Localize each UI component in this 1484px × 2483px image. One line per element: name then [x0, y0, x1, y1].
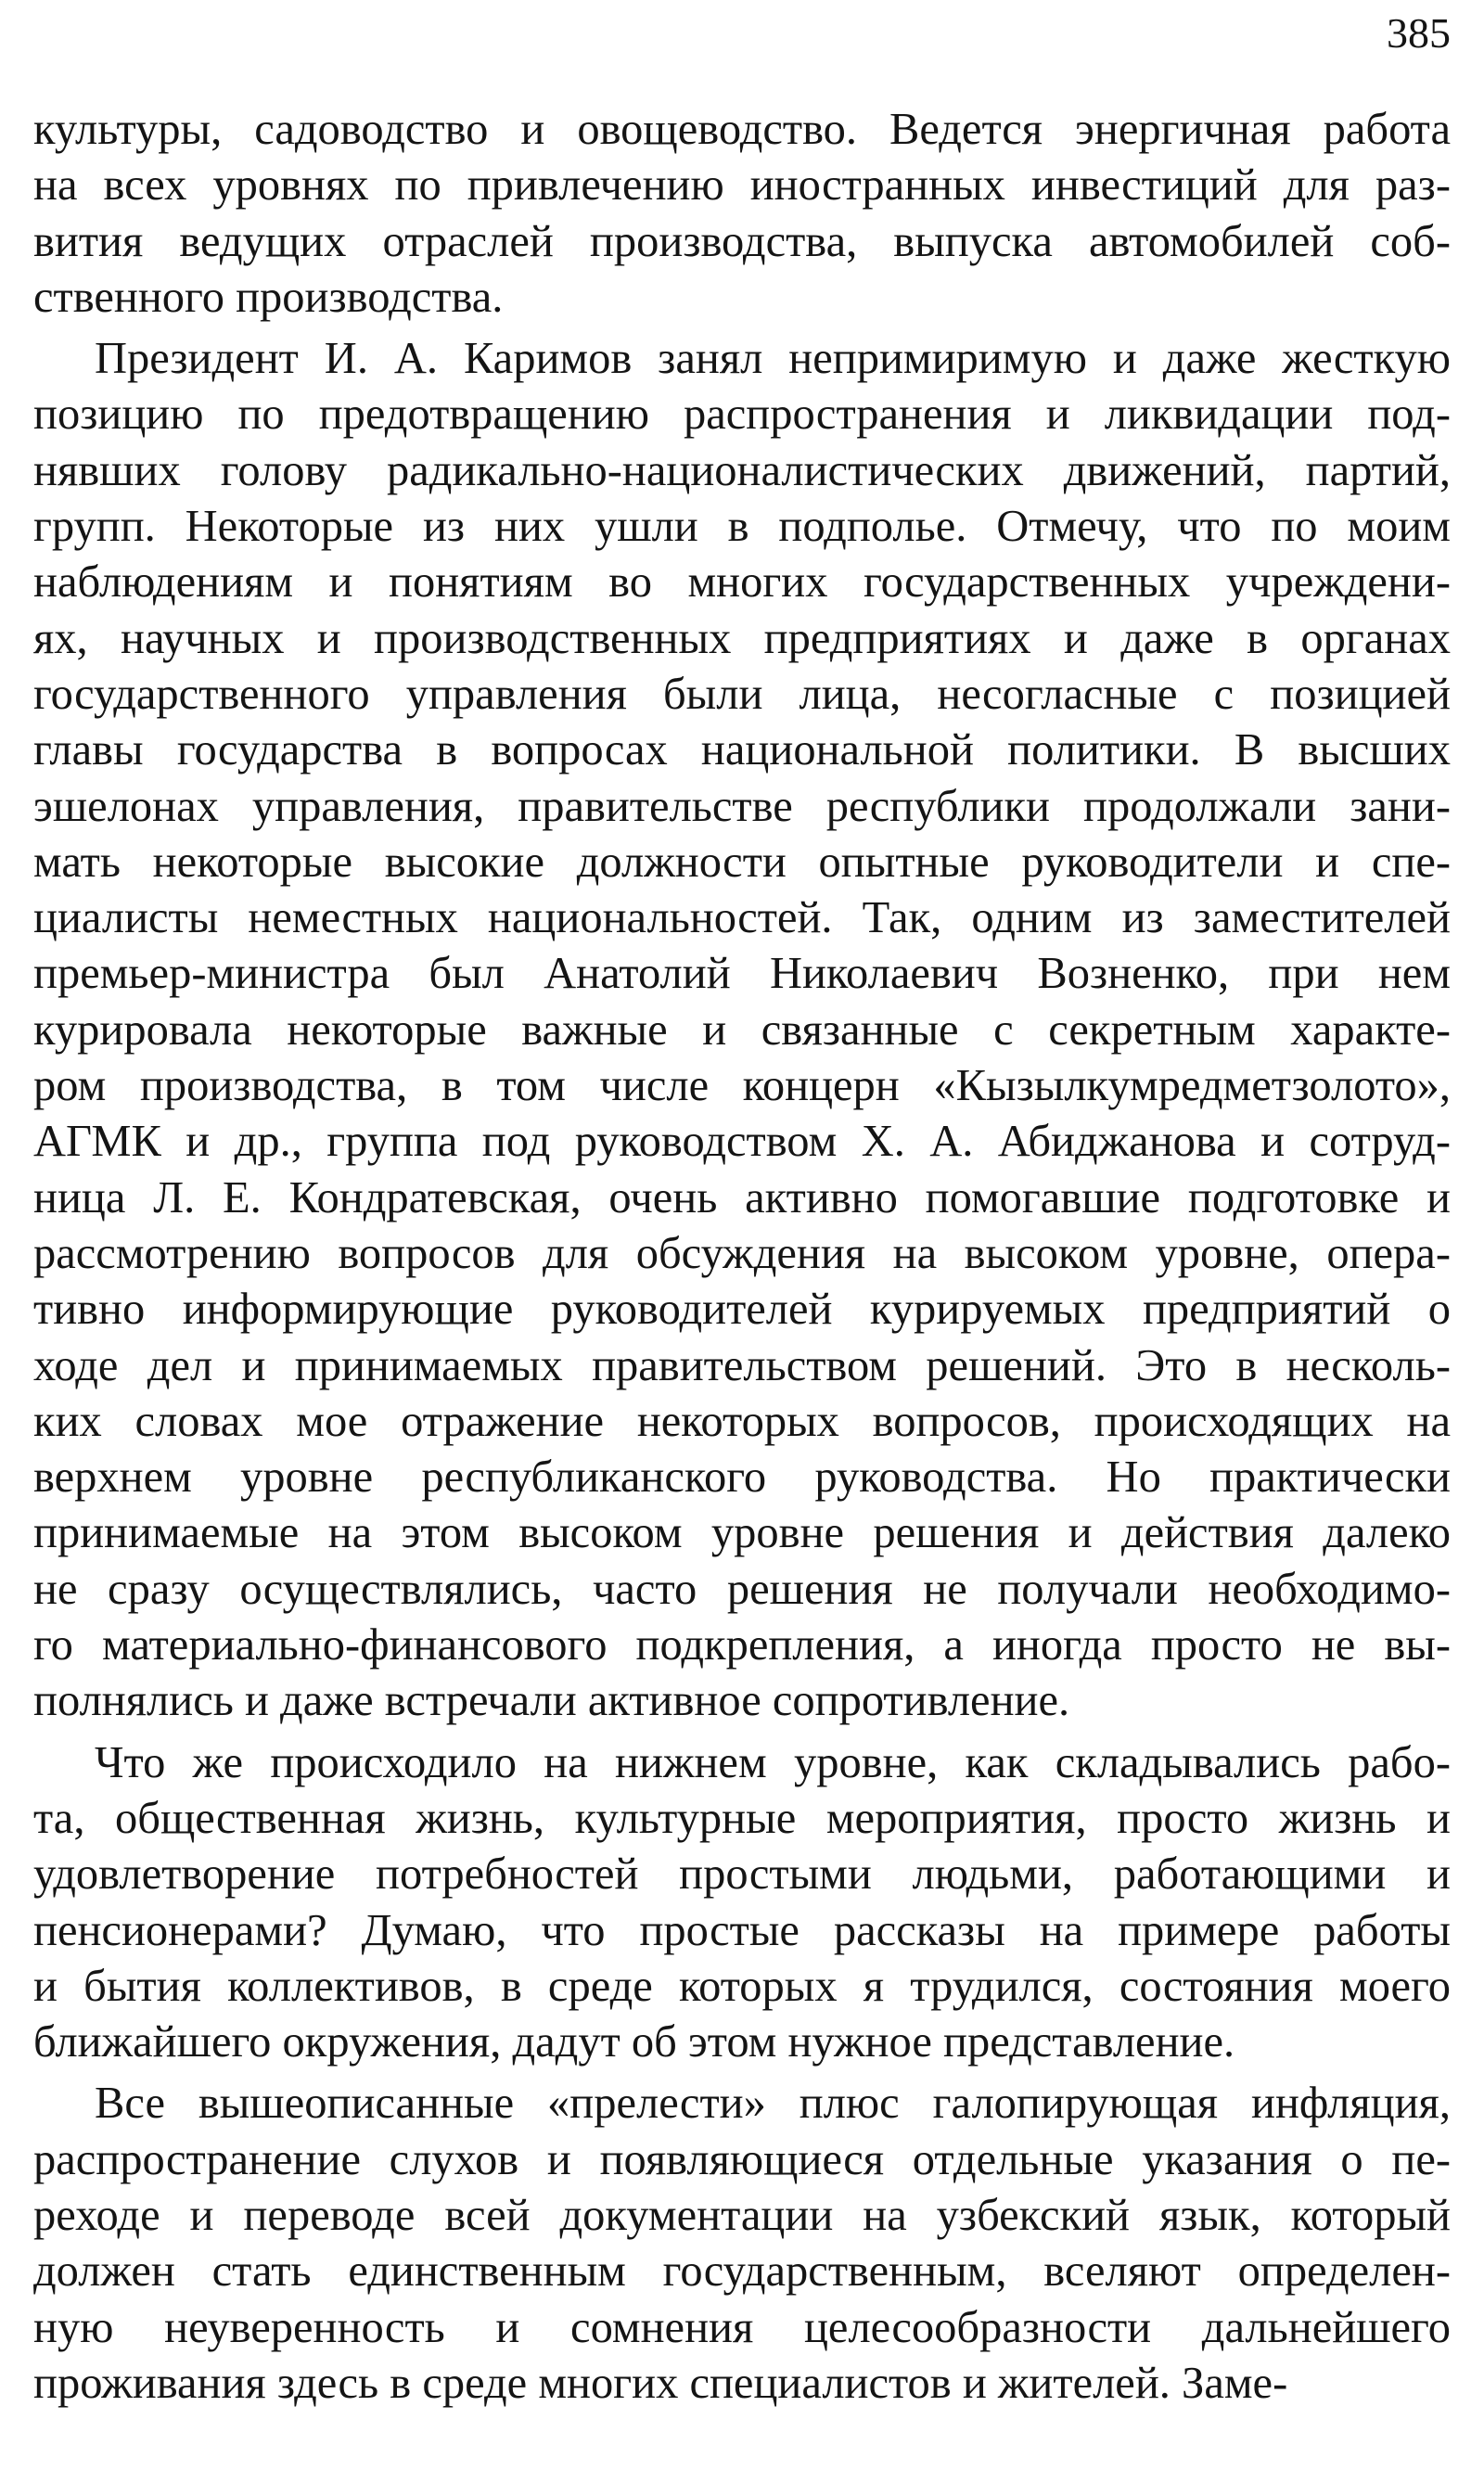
text-line: верхнем уровне республиканского руководства. Но практически	[33, 1453, 1451, 1503]
text-line: пенсионерами? Думаю, что простые рассказы на примере работы	[33, 1905, 1451, 1955]
paragraph	[33, 331, 1451, 1729]
text-line: премьер-министра был Анатолий Николаевич Возненко, при нем	[33, 949, 1451, 999]
text-line: АГМК и др., группа под руководством Х. А. Абиджанова и сотруд-	[33, 1117, 1451, 1167]
text-line: Что же происходило на нижнем уровне, как складывались рабо-	[95, 1737, 1451, 1787]
text-line: тивно информирующие руководителей курируемых предприятий о	[33, 1285, 1451, 1335]
page-number: 385	[1387, 9, 1451, 57]
text-line: та, общественная жизнь, культурные мероприятия, просто жизнь и	[33, 1793, 1451, 1843]
text-line: циалисты неместных национальностей. Так, одним из заместителей	[33, 893, 1451, 943]
text-line: и бытия коллективов, в среде которых я трудился, состояния моего	[33, 1961, 1451, 2011]
text-line: должен стать единственным государственным, вселяют определен-	[33, 2246, 1451, 2297]
paragraph	[33, 1735, 1451, 2071]
text-line: распространение слухов и появляющиеся отдельные указания о пе-	[33, 2134, 1451, 2184]
text-line: проживания здесь в среде многих специалистов и жителей. Заме-	[33, 2358, 1288, 2408]
text-line: ях, научных и производственных предприятиях и даже в органах	[33, 613, 1451, 663]
text-line: го материально-финансового подкрепления, а иногда просто не вы-	[33, 1620, 1451, 1670]
text-line: реходе и переводе всей документации на узбекский язык, который	[33, 2190, 1451, 2240]
text-line: государственного управления были лица, несогласные с позицией	[33, 669, 1451, 719]
text-line: Президент И. А. Каримов занял непримиримую и даже жесткую	[95, 334, 1451, 384]
text-line: рассмотрению вопросов для обсуждения на высоком уровне, опера-	[33, 1228, 1451, 1278]
text-line: мать некоторые высокие должности опытные руководители и спе-	[33, 837, 1451, 887]
text-line: вития ведущих отраслей производства, выпуска автомобилей соб-	[33, 216, 1451, 266]
text-line: ром производства, в том числе концерн «Кызылкумредметзолото»,	[33, 1061, 1451, 1111]
text-line: на всех уровнях по привлечению иностранных инвестиций для раз-	[33, 160, 1451, 211]
text-line: удовлетворение потребностей простыми людьми, работающими и	[33, 1849, 1451, 1900]
text-line: позицию по предотвращению распространения и ликвидации под-	[33, 390, 1451, 440]
text-line: ких словах мое отражение некоторых вопросов, происходящих на	[33, 1396, 1451, 1446]
paragraph	[33, 102, 1451, 326]
text-line: полнялись и даже встречали активное сопротивление.	[33, 1676, 1070, 1726]
text-line: Все вышеописанные «прелести» плюс галопирующая инфляция,	[95, 2079, 1451, 2129]
paragraph	[33, 2076, 1451, 2412]
text-line: ближайшего окружения, дадут об этом нужное представление.	[33, 2017, 1235, 2067]
text-line: главы государства в вопросах национальной политики. В высших	[33, 725, 1451, 775]
text-line: культуры, садоводство и овощеводство. Ведется энергичная работа	[33, 105, 1451, 154]
text-line: не сразу осуществлялись, часто решения не получали необходимо-	[33, 1564, 1451, 1614]
text-line: ственного производства.	[33, 272, 504, 322]
text-line: ходе дел и принимаемых правительством решений. Это в несколь-	[33, 1340, 1451, 1390]
text-line: курировала некоторые важные и связанные с секретным характе-	[33, 1005, 1451, 1055]
text-line: нявших голову радикально-националистических движений, партий,	[33, 445, 1451, 495]
text-line: наблюдениям и понятиям во многих государственных учреждени-	[33, 557, 1451, 608]
text-line: ница Л. Е. Кондратевская, очень активно помогавшие подготовке и	[33, 1172, 1451, 1222]
text-line: групп. Некоторые из них ушли в подполье. Отмечу, что по моим	[33, 502, 1451, 552]
body-text	[33, 102, 1451, 2412]
text-line: эшелонах управления, правительстве республики продолжали зани-	[33, 781, 1451, 831]
text-line: принимаемые на этом высоком уровне решения и действия далеко	[33, 1508, 1451, 1558]
text-line: ную неуверенность и сомнения целесообразности дальнейшего	[33, 2302, 1451, 2352]
